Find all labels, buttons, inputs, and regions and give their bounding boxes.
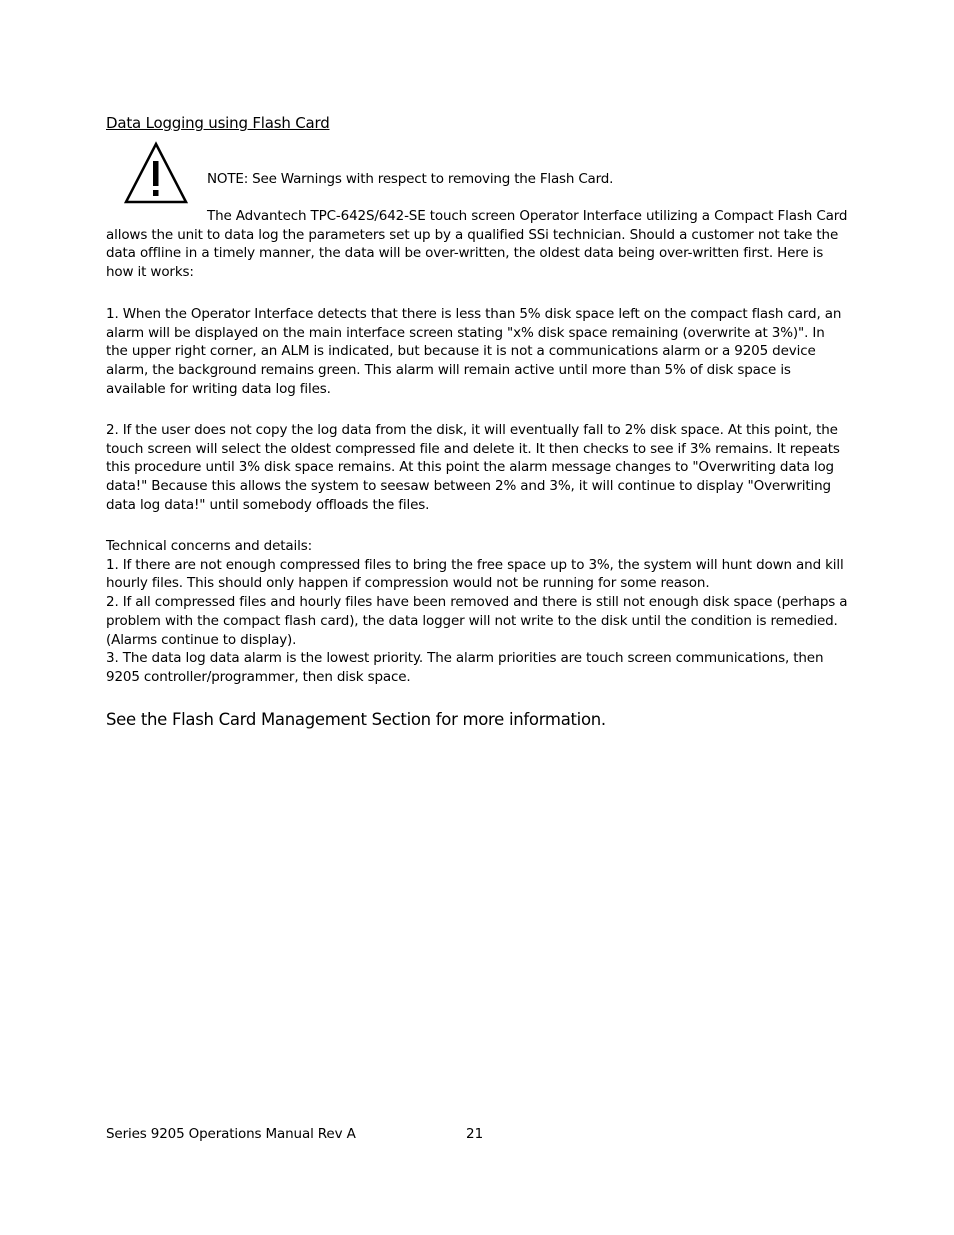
intro-paragraph: The Advantech TPC-642S/642-SE touch screen Operator Interface utilizing a Compact Flash Card allows the unit to data log the parameters set up by a qualified SSi technician. Should a customer not take the data offline in a timely manner, the data will be over-written, the oldest data being over-written first. Here is how it works: <box>106 208 848 281</box>
technical-item: 3. The data log data alarm is the lowest priority. The alarm priorities are touch screen communications, then 9205 controller/programmer, then disk space. <box>106 650 824 685</box>
footer-manual-title: Series 9205 Operations Manual Rev A <box>106 1126 356 1142</box>
paragraph-overwrite: 2. If the user does not copy the log data from the disk, it will eventually fall to 2% disk space. At this point, the touch screen will select the oldest compressed file and delete it. It then checks to see if 3% remains. It repeats this procedure until 3% disk space remains. At this point the alarm message changes to "Overwriting data log data!" Because this allows the system to seesaw between 2% and 3%, it will continue to display "Overwriting data log data!" until somebody offloads the files. <box>106 422 840 513</box>
paragraph-disk-space-alarm: 1. When the Operator Interface detects that there is less than 5% disk space left on the compact flash card, an alarm will be displayed on the main interface screen stating "x% disk space remaining (overwrite at 3%)". In the upper right corner, an ALM is indicated, but because it is not a communications alarm or a 9205 device alarm, the background remains green. This alarm will remain active until more than 5% of disk space is available for writing data log files. <box>106 306 842 397</box>
technical-concerns <box>106 537 850 687</box>
warning-note: NOTE: See Warnings with respect to removing the Flash Card. <box>207 171 614 187</box>
warning-triangle-icon <box>124 141 188 204</box>
technical-concerns-title: Technical concerns and details: <box>106 538 313 554</box>
section-heading: Data Logging using Flash Card <box>106 114 330 132</box>
footer-page-number: 21 <box>466 1126 484 1142</box>
technical-item: 1. If there are not enough compressed files to bring the free space up to 3%, the system will hunt down and kill hourly files. This should only happen if compression would not be running for some reason. <box>106 556 844 592</box>
technical-item: 2. If all compressed files and hourly files have been removed and there is still not enough disk space (perhaps a problem with the compact flash card), the data logger will not write to the disk until the condition is remedied. (Alarms continue to display). <box>106 594 848 648</box>
see-also-note: See the Flash Card Management Section for more information. <box>106 710 606 729</box>
